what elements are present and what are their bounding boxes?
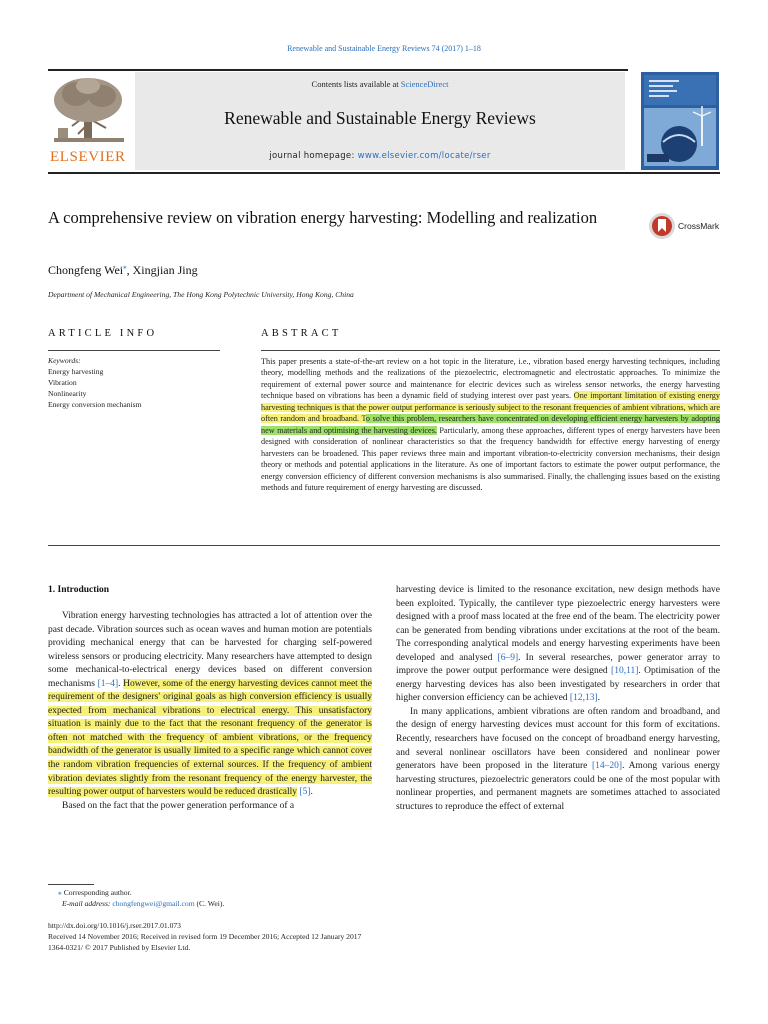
masthead-top-rule xyxy=(48,69,628,71)
journal-citation[interactable]: Renewable and Sustainable Energy Reviews 74 (2017) 1–18 xyxy=(287,44,481,53)
article-info-heading: ARTICLE INFO xyxy=(48,328,158,339)
citation-link[interactable]: [1–4] xyxy=(97,678,119,689)
abstract-bottom-rule xyxy=(48,545,720,546)
author-list xyxy=(48,263,198,278)
keyword-item: Energy harvesting xyxy=(48,367,104,376)
author-name: Chongfeng Wei xyxy=(48,263,124,277)
keyword-item: Vibration xyxy=(48,378,77,387)
citation-link[interactable]: [12,13] xyxy=(569,693,598,704)
doi-link[interactable]: http://dx.doi.org/10.1016/j.rser.2017.01.073 xyxy=(48,921,181,930)
article-info-rule xyxy=(48,350,220,351)
abstract-heading: ABSTRACT xyxy=(261,328,342,339)
journal-homepage: journal homepage: www.elsevier.com/locate/rser xyxy=(269,151,491,161)
abstract-highlight-yellow: One important limitation of existing energy harvesting techniques is that the power output performance is seriously subject to the resonant frequencies of ambient vibrations, which are often random and broadband. T xyxy=(261,391,720,424)
section-heading-introduction: 1. Introduction xyxy=(48,585,110,595)
footnote-rule xyxy=(48,884,94,885)
journal-cover-image[interactable] xyxy=(641,72,719,170)
corresponding-author-mark[interactable]: ⁎ xyxy=(123,263,127,271)
crossmark-icon xyxy=(648,212,676,240)
citation-link[interactable]: [5] xyxy=(299,787,311,798)
received-dates: Received 14 November 2016; Received in revised form 19 December 2016; Accepted 12 January 2017 xyxy=(48,932,362,941)
left-column-text xyxy=(48,610,372,813)
affiliation: Department of Mechanical Engineering, The Hong Kong Polytechnic University, Hong Kong, China xyxy=(48,290,354,299)
contents-available-line: Contents lists available at ScienceDirect xyxy=(311,79,449,89)
homepage-link[interactable]: www.elsevier.com/locate/rser xyxy=(357,151,491,161)
crossmark-label: CrossMark xyxy=(678,221,720,231)
elsevier-tree-logo[interactable] xyxy=(48,74,130,148)
elsevier-wordmark: ELSEVIER xyxy=(50,149,126,165)
citation-link[interactable]: [14–20] xyxy=(592,761,623,772)
citation-link[interactable]: [10,11] xyxy=(611,666,639,677)
corresponding-author-note: ⁎ Corresponding author. xyxy=(58,888,132,897)
paragraph: harvesting device is limited to the resonance excitation, new design methods have been exploited. Typically, the cantilever type piezoelectric energy harvesters were designed with a proof mass located at the free end of the beam. The electricity power can be generated from bending vibrations under excitations at the root of the beam. The corresponding analytical models and energy harvesting experiments have been developed and analysed [6–9]. In several researches, power generator array to improve the power output performance were designed [10,11]. Optimisation of the energy harvesting devices has also been investigated by researchers in order that higher conversion efficiency can be achieved [12,13]. xyxy=(396,585,720,704)
crossmark-badge[interactable] xyxy=(648,212,738,240)
author-name: , Xingjian Jing xyxy=(126,263,198,277)
citation-link[interactable]: [6–9] xyxy=(497,652,519,663)
article-title: A comprehensive review on vibration energy harvesting: Modelling and realization xyxy=(48,208,598,227)
email-note: E-mail address: chongfengwei@gmail.com (C. Wei). xyxy=(62,899,225,908)
abstract-highlight-green: o solve this problem, researchers have concentrated on developing efficient energy harvesters by adopting new materials and optimising the harvesting devices. xyxy=(261,414,720,435)
right-column-text xyxy=(396,584,720,814)
email-link[interactable]: chongfengwei@gmail.com xyxy=(112,899,195,908)
abstract-top-rule xyxy=(261,350,720,351)
keyword-item: Energy conversion mechanism xyxy=(48,400,142,409)
paragraph: In many applications, ambient vibrations are often random and broadband, and the design of energy harvesting devices must account for this form of excitations. Recently, researchers have focused on the concept of broadband energy harvesting, and several nonlinear oscillators have been considered and nonlinear power generators have been proposed in the literature [14–20]. Among various energy harvesting structures, piezoelectric generators could be one of the most popular with nonlinear properties, and permanent magnets are sometimes attached to associated structures to reproduce the effect of external xyxy=(396,706,720,812)
masthead-bottom-rule xyxy=(48,172,720,174)
abstract-text: This paper presents a state-of-the-art review on a hot topic in the literature, i.e., vibration based energy harvesting techniques, including theory, modelling methods and the realizations of the piezoelectric, electromagnetic and electrostatic approaches. To minimize the requirement of external power source and maintenance for electric devices such as wireless sensor networks, the energy harvesting technique based on vibrations has been a dynamic field of studying interest over past years. One important limitation of existing energy harvesting techniques is that the power output performance is seriously subject to the resonant frequencies of ambient vibrations, which are often random and broadband. To solve this problem, researchers have concentrated on developing efficient energy harvesters by adopting new materials and optimising the harvesting devices. Particularly, among these approaches, different types of energy harvesters have been designed with consideration of nonlinear characteristics so that the frequency bandwidth for effective energy harvesting of energy harvesters can be broadened. This paper reviews three main and important vibration-to-electricity conversion mechanisms, their design theory or methods and potential applications in the literature. As one of important factors to estimate the power output performance, the energy conversion efficiency of different conversion mechanisms is also summarised. Finally, the challenging issues based on the existing methods and future requirement of energy harvesting are discussed. xyxy=(261,357,720,492)
keywords-label: Keywords: xyxy=(48,356,81,365)
copyright-line: 1364-0321/ © 2017 Published by Elsevier Ltd. xyxy=(48,943,191,952)
journal-title: Renewable and Sustainable Energy Reviews xyxy=(224,108,536,128)
sciencedirect-link[interactable]: ScienceDirect xyxy=(400,79,449,89)
keyword-item: Nonlinearity xyxy=(48,389,87,398)
paragraph: Based on the fact that the power generation performance of a xyxy=(62,800,295,811)
paragraph: Vibration energy harvesting technologies has attracted a lot of attention over the past decade. Vibration sources such as ocean waves and human motion are potentials providing mechanical energy that can be harvested for charging self-powered wireless sensors or producing electricity. Many researchers have attempted to design some mechanical-to-electrical energy devices based on different conversion mechanisms [1–4]. However, some of the energy harvesting devices cannot meet the requirement of the designers' original goals as high conversion efficiency is usually expected from mechanical vibrations to electrical energy. This unsatisfactory situation is mainly due to the fact that the resonant frequency of the generator is often not matched with the frequency of ambient vibrations, or the frequency bandwidth of the generator is usually limited to a specific range which cannot cover the random vibration frequencies of external sources. If the frequency of ambient vibration deviates slightly from the resonant frequency of the energy harvester, the resulting power output of harvesters would be reduced drastically [5]. xyxy=(48,611,373,798)
highlighted-text: However, some of the energy harvesting devices cannot meet the requirement of the designers' original goals as high conversion efficiency is usually expected from mechanical vibrations to electrical energy. This unsatisfactory situation is mainly due to the fact that the resonant frequency of the generator is often not matched with the frequency of ambient vibrations, or the frequency bandwidth of the generator is usually limited to a specific range which cannot cover the random vibration frequencies of external sources. If the frequency of ambient vibration deviates slightly from the resonant frequency of the energy harvester, the resulting power output of harvesters would be reduced drastically xyxy=(48,678,373,798)
